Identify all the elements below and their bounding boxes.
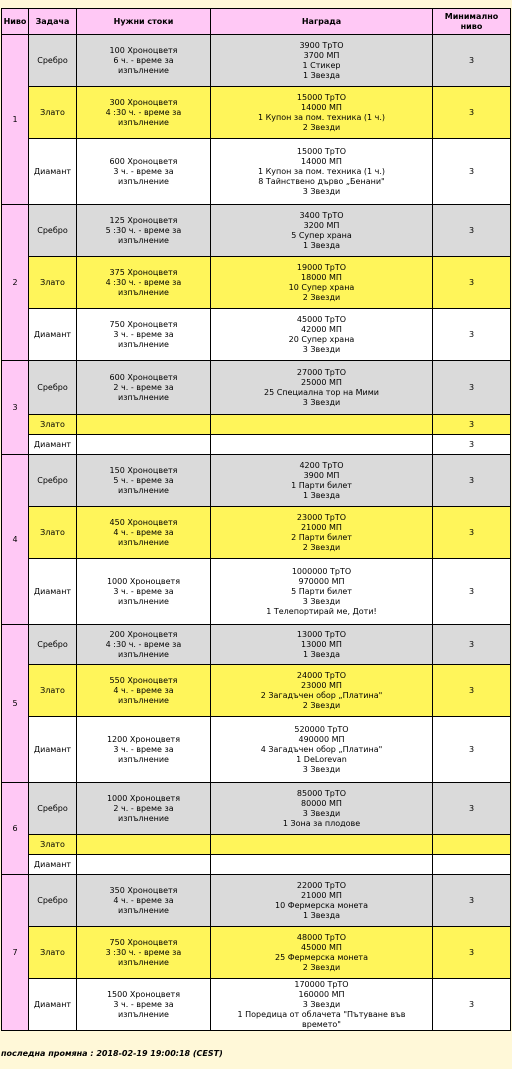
task-cell: Диамант (29, 979, 77, 1031)
header-row (2, 9, 511, 35)
reward-cell: 24000 ТрТО 23000 МП 2 Загадъчен обор „Платина" 2 Звезди (211, 665, 433, 717)
min-level-cell: 3 (433, 309, 511, 361)
min-level-cell: 3 (433, 783, 511, 835)
table-row (2, 783, 511, 835)
rewards-table (1, 8, 511, 1031)
task-cell: Злато (29, 665, 77, 717)
reward-cell: 170000 ТрТО 160000 МП 3 Звезди 1 Поредица от облачета "Пътуване във времето" (211, 979, 433, 1031)
reward-cell: 48000 ТрТО 45000 МП 25 Фермерска монета 2 Звезди (211, 927, 433, 979)
task-cell: Злато (29, 507, 77, 559)
reward-cell: 1000000 ТрТО 970000 МП 5 Парти билет 3 Звезди 1 Телепортирай ме, Доти! (211, 559, 433, 625)
need-cell: 350 Хроноцветя 4 ч. - време за изпълнение (77, 875, 211, 927)
min-level-cell: 3 (433, 979, 511, 1031)
min-level-cell: 3 (433, 35, 511, 87)
header-need: Нужни стоки (77, 9, 211, 35)
header-level: Ниво (2, 9, 29, 35)
task-cell: Диамант (29, 139, 77, 205)
need-cell: 600 Хроноцветя 2 ч. - време за изпълнение (77, 361, 211, 415)
table-row (2, 87, 511, 139)
need-cell: 100 Хроноцветя 6 ч. - време за изпълнение (77, 35, 211, 87)
reward-cell (211, 835, 433, 855)
reward-cell: 4200 ТрТО 3900 МП 1 Парти билет 1 Звезда (211, 455, 433, 507)
need-cell: 1200 Хроноцветя 3 ч. - време за изпълнение (77, 717, 211, 783)
table-row (2, 257, 511, 309)
min-level-cell: 3 (433, 665, 511, 717)
table-row (2, 717, 511, 783)
table-row (2, 435, 511, 455)
need-cell: 600 Хроноцветя 3 ч. - време за изпълнение (77, 139, 211, 205)
task-cell: Злато (29, 927, 77, 979)
table-row (2, 205, 511, 257)
header-min-level: Минимално ниво (433, 9, 511, 35)
min-level-cell (433, 835, 511, 855)
table-row (2, 625, 511, 665)
level-cell: 1 (2, 35, 29, 205)
reward-cell: 23000 ТрТО 21000 МП 2 Парти билет 2 Звезди (211, 507, 433, 559)
level-cell: 7 (2, 875, 29, 1031)
reward-cell: 13000 ТрТО 13000 МП 1 Звезда (211, 625, 433, 665)
reward-cell (211, 855, 433, 875)
reward-cell: 3900 ТрТО 3700 МП 1 Стикер 1 Звезда (211, 35, 433, 87)
task-cell: Диамант (29, 717, 77, 783)
table-row (2, 507, 511, 559)
table-row (2, 835, 511, 855)
task-cell: Сребро (29, 875, 77, 927)
need-cell: 750 Хроноцветя 3 ч. - време за изпълнение (77, 309, 211, 361)
table-row (2, 361, 511, 415)
task-cell: Сребро (29, 625, 77, 665)
task-cell: Сребро (29, 35, 77, 87)
reward-cell: 85000 ТрТО 80000 МП 3 Звезди 1 Зона за плодове (211, 783, 433, 835)
header-reward: Награда (211, 9, 433, 35)
min-level-cell: 3 (433, 435, 511, 455)
min-level-cell: 3 (433, 875, 511, 927)
min-level-cell: 3 (433, 717, 511, 783)
min-level-cell: 3 (433, 559, 511, 625)
need-cell (77, 855, 211, 875)
min-level-cell: 3 (433, 455, 511, 507)
level-cell: 2 (2, 205, 29, 361)
reward-cell: 45000 ТрТО 42000 МП 20 Супер храна 3 Звезди (211, 309, 433, 361)
header-task: Задача (29, 9, 77, 35)
min-level-cell: 3 (433, 927, 511, 979)
task-cell: Сребро (29, 361, 77, 415)
reward-cell: 520000 ТрТО 490000 МП 4 Загадъчен обор „Платина" 1 DeLorevan 3 Звезди (211, 717, 433, 783)
task-cell: Сребро (29, 783, 77, 835)
need-cell (77, 435, 211, 455)
task-cell: Диамант (29, 435, 77, 455)
task-cell: Злато (29, 415, 77, 435)
need-cell: 750 Хроноцветя 3 :30 ч. - време за изпълнение (77, 927, 211, 979)
task-cell: Злато (29, 835, 77, 855)
min-level-cell: 3 (433, 507, 511, 559)
need-cell: 1000 Хроноцветя 2 ч. - време за изпълнение (77, 783, 211, 835)
need-cell: 450 Хроноцветя 4 ч. - време за изпълнение (77, 507, 211, 559)
table-row (2, 559, 511, 625)
level-cell: 4 (2, 455, 29, 625)
min-level-cell: 3 (433, 205, 511, 257)
need-cell: 375 Хроноцветя 4 :30 ч. - време за изпълнение (77, 257, 211, 309)
min-level-cell: 3 (433, 87, 511, 139)
task-cell: Сребро (29, 205, 77, 257)
task-cell: Диамант (29, 559, 77, 625)
table-row (2, 665, 511, 717)
last-modified: последна промяна : 2018-02-19 19:00:18 (CEST) (1, 1049, 223, 1058)
need-cell: 300 Хроноцветя 4 :30 ч. - време за изпълнение (77, 87, 211, 139)
need-cell: 1500 Хроноцветя 3 ч. - време за изпълнение (77, 979, 211, 1031)
reward-cell: 19000 ТрТО 18000 МП 10 Супер храна 2 Звезди (211, 257, 433, 309)
task-cell: Злато (29, 87, 77, 139)
need-cell: 200 Хроноцветя 4 :30 ч. - време за изпълнение (77, 625, 211, 665)
reward-cell (211, 415, 433, 435)
need-cell (77, 415, 211, 435)
min-level-cell: 3 (433, 415, 511, 435)
level-cell: 6 (2, 783, 29, 875)
need-cell: 550 Хроноцветя 4 ч. - време за изпълнение (77, 665, 211, 717)
table-row (2, 927, 511, 979)
min-level-cell: 3 (433, 361, 511, 415)
reward-cell: 15000 ТрТО 14000 МП 1 Купон за пом. техника (1 ч.) 2 Звезди (211, 87, 433, 139)
table-row (2, 455, 511, 507)
task-cell: Диамант (29, 855, 77, 875)
min-level-cell (433, 855, 511, 875)
task-cell: Сребро (29, 455, 77, 507)
table-row (2, 875, 511, 927)
table-row (2, 35, 511, 87)
reward-cell: 22000 ТрТО 21000 МП 10 Фермерска монета 1 Звезда (211, 875, 433, 927)
reward-cell: 27000 ТрТО 25000 МП 25 Специална тор на Мими 3 Звезди (211, 361, 433, 415)
need-cell: 150 Хроноцветя 5 ч. - време за изпълнение (77, 455, 211, 507)
task-cell: Диамант (29, 309, 77, 361)
table-row (2, 415, 511, 435)
level-cell: 5 (2, 625, 29, 783)
reward-cell: 15000 ТрТО 14000 МП 1 Купон за пом. техника (1 ч.) 8 Тайнствено дърво „Бенани" 3 Звезди (211, 139, 433, 205)
table-row (2, 309, 511, 361)
min-level-cell: 3 (433, 625, 511, 665)
level-cell: 3 (2, 361, 29, 455)
page (0, 8, 512, 1058)
table-row (2, 139, 511, 205)
reward-cell (211, 435, 433, 455)
table-body (2, 35, 511, 1031)
task-cell: Злато (29, 257, 77, 309)
table-row (2, 855, 511, 875)
min-level-cell: 3 (433, 257, 511, 309)
table-row (2, 979, 511, 1031)
need-cell (77, 835, 211, 855)
need-cell: 125 Хроноцветя 5 :30 ч. - време за изпълнение (77, 205, 211, 257)
need-cell: 1000 Хроноцветя 3 ч. - време за изпълнение (77, 559, 211, 625)
min-level-cell: 3 (433, 139, 511, 205)
reward-cell: 3400 ТрТО 3200 МП 5 Супер храна 1 Звезда (211, 205, 433, 257)
